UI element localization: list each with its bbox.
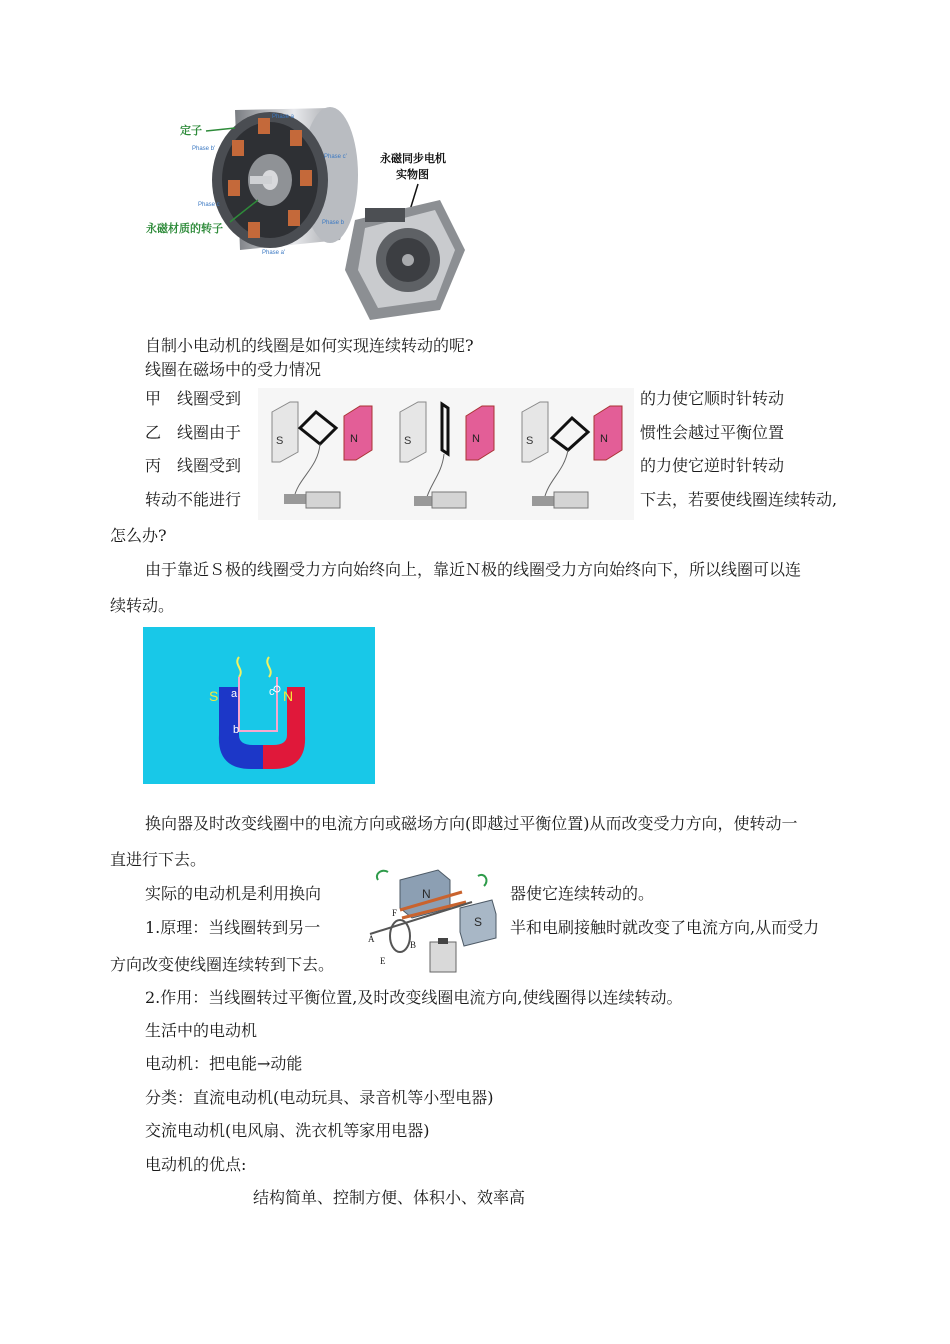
comm-a-label: A bbox=[368, 934, 375, 944]
point-b-label: b bbox=[233, 724, 240, 736]
phase-b-prime-label: Phase b' bbox=[192, 146, 216, 152]
force-heading: 线圈在磁场中的受力情况 bbox=[145, 360, 322, 379]
phase-c-prime-label: Phase c' bbox=[324, 154, 347, 160]
point-c-label: c bbox=[269, 686, 275, 698]
u-magnet-figure bbox=[143, 627, 375, 784]
row-last-right: 下去，若要使线圈连续转动, bbox=[640, 490, 838, 509]
comm-b-label: B bbox=[410, 940, 417, 950]
phase-b-label: Phase b bbox=[322, 220, 345, 226]
s-label: S bbox=[209, 688, 219, 704]
reason-line-2: 续转动。 bbox=[110, 596, 175, 615]
coil-force-figure bbox=[258, 388, 634, 520]
s-pole-label: S bbox=[526, 435, 534, 447]
row-yi-right: 惯性会越过平衡位置 bbox=[640, 423, 785, 442]
rotor-label: 永磁材质的转子 bbox=[146, 223, 223, 235]
n-pole-label: N bbox=[600, 433, 608, 445]
s-pole-label: S bbox=[276, 435, 284, 447]
stator-label: 定子 bbox=[180, 125, 202, 137]
comm-n-label: N bbox=[422, 887, 431, 901]
row-last-left: 转动不能进行 bbox=[145, 490, 242, 509]
row-bing-left: 丙 线圈受到 bbox=[145, 456, 242, 475]
life-heading: 生活中的电动机 bbox=[145, 1021, 258, 1040]
question-paragraph: 自制小电动机的线圈是如何实现连续转动的呢? bbox=[145, 336, 474, 355]
advantages-list: 结构简单、控制方便、体积小、效率高 bbox=[253, 1188, 526, 1207]
commutator-figure bbox=[360, 862, 500, 980]
comm-s-label: S bbox=[474, 915, 483, 929]
reason-line-1: 由于靠近Ｓ极的线圈受力方向始终向上，靠近Ｎ极的线圈受力方向始终向下，所以线圈可以连 bbox=[145, 560, 802, 579]
principle-line-2: 方向改变使线圈连续转到下去。 bbox=[110, 955, 335, 974]
commutator-line-2: 直进行下去。 bbox=[110, 850, 207, 869]
n-pole-label: N bbox=[472, 433, 480, 445]
point-a-label: a bbox=[231, 688, 238, 700]
row-yi-left: 乙 线圈由于 bbox=[145, 423, 242, 442]
comm-e-label: E bbox=[380, 956, 386, 966]
photo-caption-line1: 永磁同步电机 bbox=[380, 153, 446, 165]
actual-motor-right: 器使它连续转动的。 bbox=[510, 884, 655, 903]
row-jia-right: 的力使它顺时针转动 bbox=[640, 389, 785, 408]
function-paragraph: 2.作用：当线圈转过平衡位置,及时改变线圈电流方向,使线圈得以连续转动。 bbox=[145, 988, 683, 1007]
principle-left: 1.原理：当线圈转到另一 bbox=[145, 918, 321, 937]
advantages-heading: 电动机的优点: bbox=[145, 1155, 247, 1174]
actual-motor-left: 实际的电动机是利用换向 bbox=[145, 884, 322, 903]
phase-c-label: Phase c bbox=[198, 202, 220, 208]
n-pole-label: N bbox=[350, 433, 358, 445]
n-label: N bbox=[283, 688, 294, 704]
phase-a-label: Phase a bbox=[272, 114, 295, 120]
ac-motor-line: 交流电动机(电风扇、洗衣机等家用电器) bbox=[145, 1121, 430, 1140]
row-last-continuation: 怎么办? bbox=[110, 526, 167, 545]
row-jia-left: 甲 线圈受到 bbox=[145, 389, 242, 408]
dc-motor-line: 分类：直流电动机(电动玩具、录音机等小型电器) bbox=[145, 1088, 494, 1107]
principle-right: 半和电刷接触时就改变了电流方向,从而受力 bbox=[510, 918, 820, 937]
energy-line: 电动机：把电能→动能 bbox=[145, 1054, 303, 1073]
commutator-line-1: 换向器及时改变线圈中的电流方向或磁场方向(即越过平衡位置)从而改变受力方向，使转动一 bbox=[145, 814, 798, 833]
photo-caption-line2: 实物图 bbox=[396, 169, 429, 181]
comm-f-label: F bbox=[392, 908, 398, 918]
phase-a-prime-label: Phase a' bbox=[262, 250, 286, 256]
motor-figure bbox=[140, 100, 480, 325]
row-bing-right: 的力使它逆时针转动 bbox=[640, 456, 785, 475]
s-pole-label: S bbox=[404, 435, 412, 447]
